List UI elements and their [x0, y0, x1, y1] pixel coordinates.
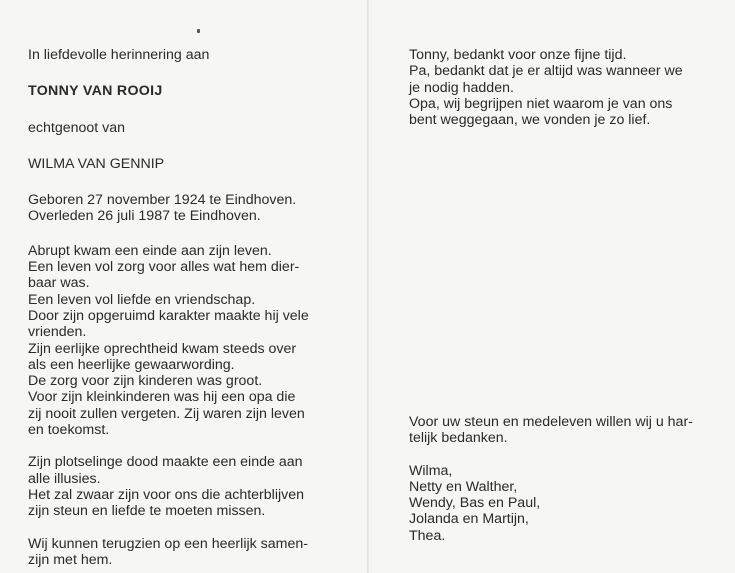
poem-line: en toekomst. — [28, 422, 110, 439]
family-line: Jolanda en Martijn, — [409, 511, 529, 528]
birth-line: Geboren 27 november 1924 te Eindhoven. — [28, 192, 297, 209]
spouse-intro: echtgenoot van — [28, 119, 126, 136]
poem-line: Een leven vol liefde en vriendschap. — [28, 291, 256, 308]
message-line: Tonny, bedankt voor onze fijne tijd. — [409, 47, 627, 63]
print-speck — [197, 29, 200, 33]
message-line: Opa, wij begrijpen niet waarom je van ons — [409, 95, 673, 112]
fold-line — [367, 0, 369, 573]
message-line: je nodig hadden. — [409, 79, 514, 96]
family-signatures — [409, 463, 709, 544]
poem-line: baar was. — [28, 275, 90, 292]
poem-line: vrienden. — [28, 324, 87, 341]
family-line: Wendy, Bas en Paul, — [409, 495, 541, 512]
poem-line: Voor zijn kleinkinderen was hij een opa die — [28, 389, 296, 406]
poem-line: Zijn plotselinge dood maakte een einde aan — [28, 454, 303, 471]
deceased-name: TONNY VAN ROOIJ — [28, 83, 163, 100]
poem-line: Een leven vol zorg voor alles wat hem dier- — [28, 259, 300, 276]
family-line: Thea. — [409, 527, 446, 544]
thanks-line: telijk bedanken. — [409, 430, 508, 447]
poem-line: alle illusies. — [28, 470, 101, 487]
left-panel — [28, 47, 328, 568]
poem-line: Het zal zwaar zijn voor ons die achterblijven — [28, 486, 304, 503]
death-line: Overleden 26 juli 1987 te Eindhoven. — [28, 208, 261, 225]
intro-text: In liefdevolle herinnering aan — [28, 47, 210, 63]
thanks-line: Voor uw steun en medeleven willen wij u har- — [409, 414, 693, 430]
poem-line: zij nooit zullen vergeten. Zij waren zijn leven — [28, 405, 305, 422]
poem-line: De zorg voor zijn kinderen was groot. — [28, 373, 263, 390]
poem-line: Zijn eerlijke oprechtheid kwam steeds over — [28, 340, 297, 357]
poem-line: als een heerlijke gewaarwording. — [28, 356, 235, 373]
family-line: Netty en Walther, — [409, 478, 518, 495]
poem-stanza-3 — [28, 536, 328, 569]
poem-stanza-1 — [28, 243, 328, 439]
poem-line: Abrupt kwam een einde aan zijn leven. — [28, 242, 272, 259]
spouse-name: WILMA VAN GENNIP — [28, 155, 165, 172]
thanks-block — [409, 414, 709, 544]
poem-line: Wij kunnen terugzien op een heerlijk samen- — [28, 535, 308, 552]
poem-line: Door zijn opgeruimd karakter maakte hij vele — [28, 307, 309, 324]
message-line: bent weggegaan, we vonden je zo lief. — [409, 112, 651, 129]
personal-message — [409, 47, 709, 128]
message-line: Pa, bedankt dat je er altijd was wanneer we — [409, 63, 683, 80]
poem-line: zijn met hem. — [28, 551, 113, 568]
family-line: Wilma, — [409, 462, 453, 479]
poem-line: zijn steun en liefde te moeten missen. — [28, 503, 266, 520]
right-panel — [409, 47, 709, 128]
poem-stanza-2 — [28, 454, 328, 519]
